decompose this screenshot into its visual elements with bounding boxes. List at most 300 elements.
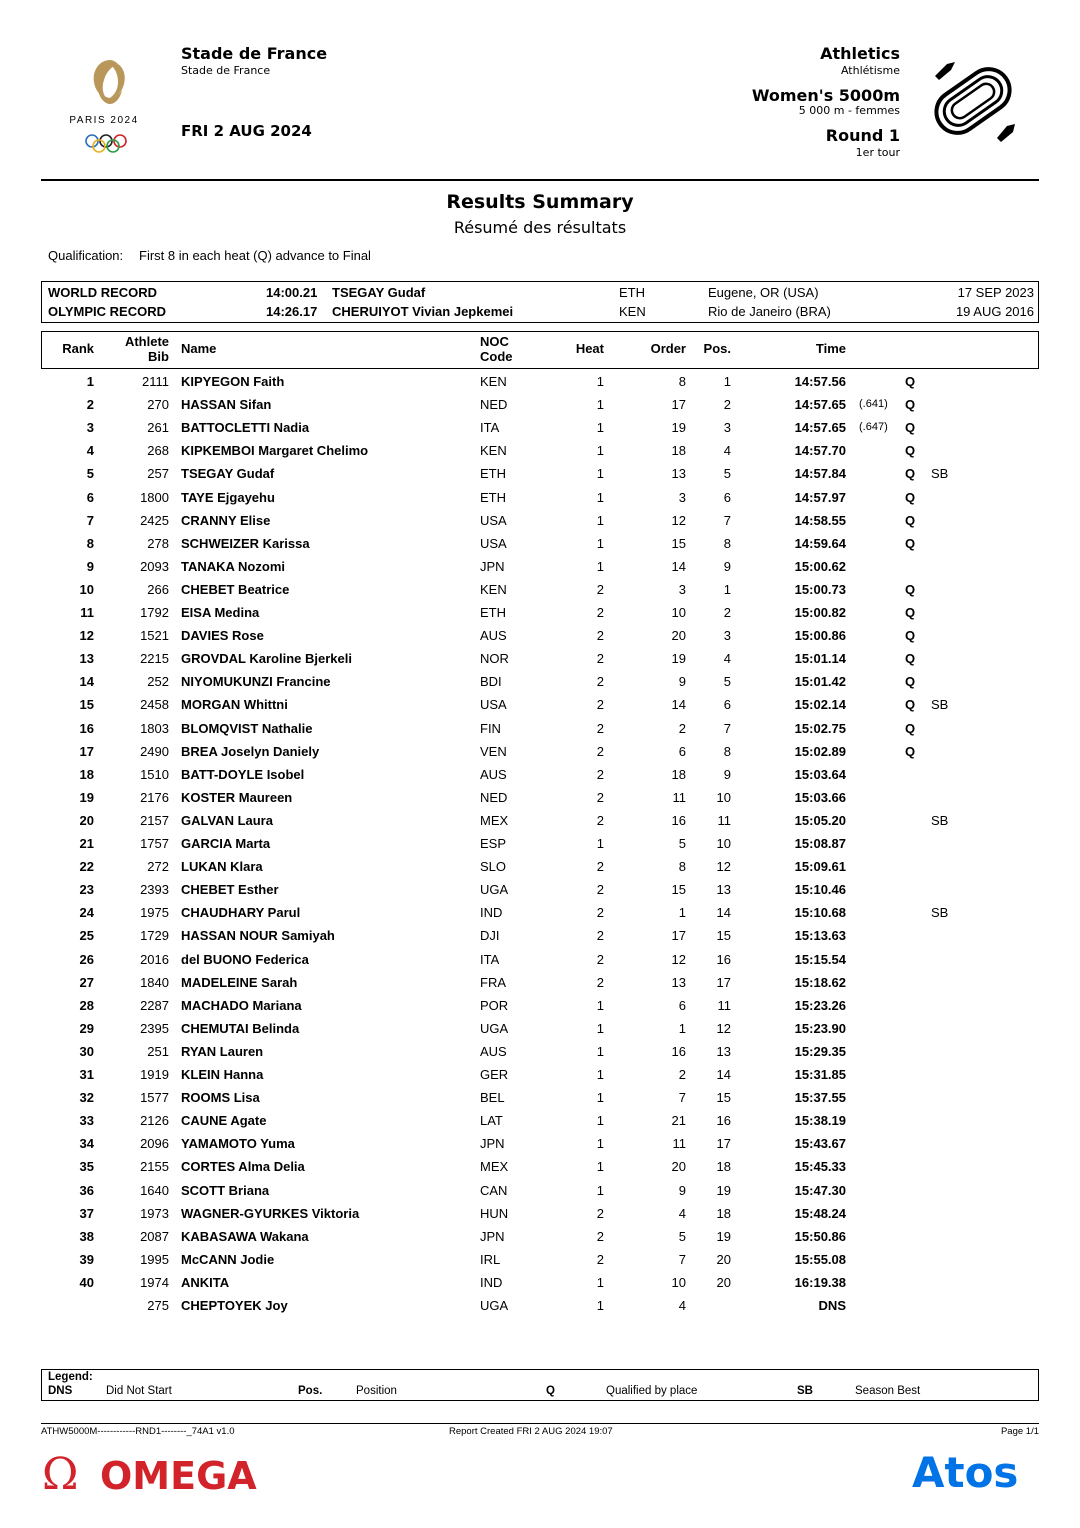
athlete-name-cell: KLEIN Hanna — [181, 1067, 264, 1082]
order-cell: 18 — [671, 766, 686, 782]
rank-cell: 24 — [79, 905, 94, 921]
position-cell: 2 — [723, 605, 731, 620]
athlete-name-cell: KOSTER Maureen — [181, 789, 293, 805]
heat-cell: 1 — [596, 1067, 604, 1082]
time-cell: 15:05.20 — [794, 812, 846, 828]
rank-cell: 10 — [79, 581, 94, 597]
noc-cell: FRA — [480, 974, 506, 990]
bib-cell: 1792 — [140, 605, 169, 620]
table-row — [0, 832, 1080, 855]
heat-cell: 2 — [596, 720, 604, 736]
noc-cell: ITA — [480, 951, 500, 967]
legend-desc: Did Not Start — [106, 1385, 172, 1397]
bib-cell: 1973 — [140, 1205, 169, 1221]
bib-cell: 251 — [147, 1043, 169, 1059]
noc-cell: USA — [480, 697, 507, 713]
bib-cell: 2126 — [140, 1113, 169, 1129]
athlete-name-cell: del BUONO Federica — [181, 951, 309, 967]
qualified-cell: Q — [905, 512, 916, 528]
records-box — [41, 281, 1039, 323]
order-cell: 1 — [678, 1020, 686, 1036]
rank-cell: 11 — [80, 605, 94, 620]
footer-divider — [41, 1423, 1039, 1424]
position-cell: 7 — [723, 720, 731, 736]
document-code: ATHW5000M------------RND1--------_74A1 v1.0 — [41, 1426, 235, 1437]
athlete-name-cell: KIPKEMBOI Margaret Chelimo — [181, 443, 369, 459]
noc-cell: AUS — [480, 766, 507, 782]
position-cell: 2 — [723, 397, 731, 413]
bib-cell: 2087 — [140, 1228, 169, 1244]
table-row — [0, 624, 1080, 647]
athlete-name-cell: RYAN Lauren — [181, 1043, 264, 1059]
athlete-name-cell: DAVIES Rose — [181, 628, 264, 644]
athlete-name-cell: HASSAN NOUR Samiyah — [181, 928, 335, 944]
position-cell: 1 — [723, 581, 731, 597]
tiebreak-cell: (.641) — [859, 398, 888, 411]
noc-cell: NED — [480, 397, 508, 413]
col-pos: Pos. — [703, 341, 731, 356]
noc-cell: FIN — [480, 720, 501, 736]
tiebreak-cell: (.647) — [859, 421, 888, 434]
rank-cell: 27 — [79, 974, 94, 990]
qualified-cell: Q — [905, 420, 916, 436]
noc-cell: CAN — [480, 1182, 508, 1198]
heat-cell: 2 — [596, 1228, 604, 1244]
legend-desc: Season Best — [855, 1385, 921, 1397]
position-cell: 20 — [716, 1274, 731, 1290]
table-row — [0, 717, 1080, 740]
bib-cell: 1974 — [140, 1274, 169, 1290]
position-cell: 14 — [716, 1067, 731, 1082]
athlete-name-cell: WAGNER-GYURKES Viktoria — [181, 1205, 360, 1221]
bib-cell: 2395 — [140, 1020, 169, 1036]
table-row — [0, 486, 1080, 509]
table-row — [0, 462, 1080, 485]
record-noc: KEN — [619, 304, 646, 319]
heat-cell: 1 — [596, 535, 604, 551]
order-cell: 5 — [678, 836, 686, 851]
table-row — [0, 555, 1080, 578]
position-cell: 18 — [716, 1159, 731, 1175]
time-cell: 15:48.24 — [794, 1205, 846, 1221]
order-cell: 5 — [678, 1228, 686, 1244]
page-title: Results Summary — [446, 191, 634, 213]
bib-cell: 1803 — [140, 720, 169, 736]
athlete-name-cell: KIPYEGON Faith — [181, 374, 285, 389]
table-row — [0, 1109, 1080, 1132]
athlete-name-cell: EISA Medina — [181, 605, 260, 620]
position-cell: 19 — [716, 1182, 731, 1198]
record-holder: CHERUIYOT Vivian Jepkemei — [332, 304, 514, 319]
qualified-cell: Q — [905, 535, 916, 551]
rank-cell: 18 — [79, 766, 94, 782]
heat-cell: 1 — [596, 1136, 604, 1152]
order-cell: 20 — [671, 1159, 686, 1175]
athlete-name-cell: SCHWEIZER Karissa — [181, 535, 310, 551]
order-cell: 14 — [671, 558, 686, 574]
page-subtitle: Résumé des résultats — [453, 218, 627, 237]
rank-cell: 36 — [79, 1182, 94, 1198]
position-cell: 7 — [723, 512, 731, 528]
noc-cell: LAT — [480, 1113, 503, 1129]
noc-cell: KEN — [480, 443, 507, 459]
athlete-name-cell: CHEMUTAI Belinda — [181, 1020, 300, 1036]
table-row — [0, 509, 1080, 532]
noc-cell: ETH — [480, 466, 506, 482]
athlete-name-cell: YAMAMOTO Yuma — [181, 1136, 295, 1152]
table-row — [0, 416, 1080, 439]
noc-cell: JPN — [480, 1228, 505, 1244]
rank-cell: 28 — [79, 997, 94, 1013]
legend-code: SB — [797, 1385, 813, 1397]
noc-cell: UGA — [480, 882, 509, 898]
rank-cell: 16 — [79, 720, 94, 736]
record-date: 19 AUG 2016 — [955, 304, 1034, 319]
rank-cell: 6 — [86, 489, 94, 505]
order-cell: 15 — [671, 882, 686, 898]
rank-cell: 3 — [86, 420, 94, 436]
bib-cell: 252 — [147, 674, 169, 690]
qualified-cell: Q — [905, 697, 916, 713]
time-cell: 15:13.63 — [794, 928, 846, 944]
noc-cell: AUS — [480, 1043, 507, 1059]
athlete-name-cell: MACHADO Mariana — [181, 997, 302, 1013]
noc-cell: KEN — [480, 581, 507, 597]
athlete-name-cell: CHEBET Beatrice — [181, 581, 290, 597]
athlete-name-cell: BATT-DOYLE Isobel — [181, 766, 305, 782]
atos-logo — [912, 1447, 1042, 1495]
position-cell: 15 — [716, 928, 731, 944]
heat-cell: 2 — [596, 581, 604, 597]
rank-cell: 35 — [79, 1159, 94, 1175]
time-cell: 15:01.14 — [794, 651, 846, 667]
time-cell: 14:57.84 — [794, 466, 846, 482]
time-cell: DNS — [818, 1298, 846, 1313]
noc-cell: BEL — [480, 1090, 505, 1106]
heat-cell: 2 — [596, 674, 604, 690]
col-name: Name — [181, 341, 217, 356]
position-cell: 11 — [717, 812, 731, 828]
rank-cell: 12 — [79, 628, 94, 644]
bib-cell: 1919 — [140, 1067, 169, 1082]
col-bib-top: Athlete — [124, 334, 169, 349]
bib-cell: 257 — [147, 466, 169, 482]
heat-cell: 1 — [596, 512, 604, 528]
order-cell: 4 — [678, 1298, 686, 1313]
noc-cell: JPN — [480, 558, 505, 574]
record-holder: TSEGAY Gudaf — [332, 285, 426, 300]
order-cell: 6 — [678, 997, 686, 1013]
order-cell: 17 — [671, 928, 686, 944]
heat-cell: 2 — [596, 974, 604, 990]
order-cell: 12 — [671, 951, 686, 967]
order-cell: 12 — [671, 512, 686, 528]
noc-cell: HUN — [480, 1205, 509, 1221]
table-row — [0, 1225, 1080, 1248]
athlete-name-cell: GALVAN Laura — [181, 812, 273, 828]
bib-cell: 1640 — [140, 1182, 169, 1198]
rank-cell: 37 — [79, 1205, 94, 1221]
athlete-name-cell: TSEGAY Gudaf — [181, 466, 275, 482]
position-cell: 9 — [723, 766, 731, 782]
position-cell: 12 — [716, 1020, 731, 1036]
bib-cell: 270 — [147, 397, 169, 413]
position-cell: 10 — [716, 836, 731, 851]
sport-name: Athletics — [820, 44, 900, 63]
atos-logo-text: Atos — [912, 1448, 1019, 1495]
heat-cell: 2 — [596, 1205, 604, 1221]
order-cell: 16 — [671, 1043, 686, 1059]
bib-cell: 2490 — [140, 743, 169, 759]
time-cell: 15:00.82 — [794, 605, 846, 620]
athlete-name-cell: TANAKA Nozomi — [181, 558, 285, 574]
athlete-name-cell: NIYOMUKUNZI Francine — [181, 674, 331, 690]
bib-cell: 1729 — [140, 928, 169, 944]
table-row — [0, 578, 1080, 601]
athlete-name-cell: KABASAWA Wakana — [181, 1228, 309, 1244]
noc-cell: MEX — [480, 812, 509, 828]
position-cell: 6 — [723, 697, 731, 713]
heat-cell: 1 — [596, 443, 604, 459]
rank-cell: 14 — [79, 674, 94, 690]
qualified-cell: Q — [905, 581, 916, 597]
order-cell: 10 — [671, 1274, 686, 1290]
bib-cell: 2458 — [140, 697, 169, 713]
noc-cell: BDI — [480, 674, 502, 690]
round-name: Round 1 — [825, 126, 900, 145]
table-row — [0, 532, 1080, 555]
athlete-name-cell: BLOMQVIST Nathalie — [181, 720, 313, 736]
order-cell: 7 — [678, 1090, 686, 1106]
legend-box — [41, 1369, 1039, 1401]
rank-cell: 2 — [86, 397, 94, 413]
noc-cell: IND — [480, 905, 503, 921]
qualified-cell: Q — [905, 489, 916, 505]
position-cell: 4 — [723, 651, 731, 667]
rank-cell: 40 — [79, 1274, 94, 1290]
heat-cell: 1 — [596, 1298, 604, 1313]
legend-desc: Qualified by place — [606, 1385, 698, 1397]
bib-cell: 1800 — [140, 489, 169, 505]
heat-cell: 1 — [596, 1182, 604, 1198]
legend-title: Legend: — [48, 1371, 93, 1383]
heat-cell: 2 — [596, 697, 604, 713]
time-cell: 15:55.08 — [794, 1251, 846, 1267]
noc-cell: ETH — [480, 489, 506, 505]
time-cell: 15:02.75 — [794, 720, 846, 736]
athlete-name-cell: TAYE Ejgayehu — [181, 489, 275, 505]
bib-cell: 2155 — [140, 1159, 169, 1175]
rank-cell: 21 — [79, 836, 94, 851]
rank-cell: 4 — [86, 443, 94, 459]
athlete-name-cell: CORTES Alma Delia — [181, 1159, 305, 1175]
heat-cell: 1 — [596, 420, 604, 436]
heat-cell: 1 — [596, 374, 604, 389]
noc-cell: ITA — [480, 420, 500, 436]
venue-name: Stade de France — [181, 44, 328, 63]
report-created: Report Created FRI 2 AUG 2024 19:07 — [449, 1426, 613, 1437]
order-cell: 11 — [672, 789, 686, 805]
table-row — [0, 670, 1080, 693]
noc-cell: UGA — [480, 1020, 509, 1036]
bib-cell: 266 — [147, 581, 169, 597]
qualified-cell: Q — [905, 743, 916, 759]
time-cell: 14:57.70 — [794, 443, 846, 459]
rank-cell: 15 — [79, 697, 94, 713]
table-row — [0, 1063, 1080, 1086]
page-number: Page 1/1 — [1000, 1426, 1039, 1437]
noc-cell: UGA — [480, 1298, 509, 1313]
position-cell: 1 — [723, 374, 731, 389]
athlete-name-cell: CAUNE Agate — [181, 1113, 267, 1129]
position-cell: 20 — [716, 1251, 731, 1267]
order-cell: 8 — [678, 374, 686, 389]
table-row — [0, 1248, 1080, 1271]
table-row — [0, 878, 1080, 901]
order-cell: 3 — [678, 489, 686, 505]
position-cell: 16 — [716, 951, 731, 967]
rank-cell: 29 — [79, 1020, 94, 1036]
bib-cell: 272 — [147, 859, 169, 875]
position-cell: 3 — [723, 420, 731, 436]
position-cell: 14 — [716, 905, 731, 921]
rank-cell: 30 — [79, 1043, 94, 1059]
table-row — [0, 901, 1080, 924]
heat-cell: 1 — [596, 1043, 604, 1059]
athlete-name-cell: GROVDAL Karoline Bjerkeli — [181, 651, 352, 667]
col-bib-bottom: Bib — [148, 349, 169, 364]
bib-cell: 2016 — [140, 951, 169, 967]
sport-name-fr: Athlétisme — [840, 64, 900, 77]
time-cell: 15:47.30 — [794, 1182, 846, 1198]
bib-cell: 1995 — [140, 1251, 169, 1267]
order-cell: 16 — [671, 812, 686, 828]
time-cell: 15:00.62 — [794, 558, 846, 574]
heat-cell: 2 — [596, 905, 604, 921]
order-cell: 13 — [671, 974, 686, 990]
bib-cell: 2096 — [140, 1136, 169, 1152]
rank-cell: 5 — [86, 466, 94, 482]
noc-cell: NED — [480, 789, 508, 805]
order-cell: 14 — [671, 697, 686, 713]
table-row — [0, 740, 1080, 763]
omega-logo — [42, 1449, 282, 1497]
position-cell: 8 — [723, 743, 731, 759]
athlete-name-cell: CRANNY Elise — [181, 512, 271, 528]
position-cell: 19 — [716, 1228, 731, 1244]
time-cell: 15:00.73 — [794, 581, 846, 597]
athlete-name-cell: CHAUDHARY Parul — [181, 905, 301, 921]
order-cell: 2 — [678, 1067, 686, 1082]
position-cell: 9 — [723, 558, 731, 574]
heat-cell: 1 — [596, 1159, 604, 1175]
athlete-name-cell: LUKAN Klara — [181, 859, 263, 875]
table-row — [0, 1040, 1080, 1063]
noc-cell: NOR — [480, 651, 509, 667]
qualified-cell: Q — [905, 674, 916, 690]
time-cell: 15:03.66 — [794, 789, 846, 805]
record-place: Rio de Janeiro (BRA) — [708, 304, 831, 319]
order-cell: 2 — [678, 720, 686, 736]
rank-cell: 34 — [79, 1136, 94, 1152]
season-best-cell: SB — [931, 812, 949, 828]
event-date: FRI 2 AUG 2024 — [181, 122, 312, 140]
round-name-fr: 1er tour — [855, 146, 900, 159]
heat-cell: 1 — [596, 489, 604, 505]
table-row — [0, 1202, 1080, 1225]
table-row — [0, 994, 1080, 1017]
bib-cell: 2157 — [140, 812, 169, 828]
position-cell: 15 — [716, 1090, 731, 1106]
noc-cell: USA — [480, 512, 507, 528]
rank-cell: 22 — [79, 859, 94, 875]
position-cell: 17 — [716, 974, 731, 990]
position-cell: 16 — [716, 1113, 731, 1129]
time-cell: 15:03.64 — [794, 766, 846, 782]
noc-cell: GER — [480, 1067, 509, 1082]
qualification-label: Qualification: — [48, 248, 124, 263]
qualified-cell: Q — [905, 651, 916, 667]
time-cell: 15:02.14 — [794, 697, 846, 713]
table-row — [0, 763, 1080, 786]
position-cell: 6 — [723, 489, 731, 505]
bib-cell: 1510 — [140, 766, 169, 782]
noc-cell: SLO — [480, 859, 507, 875]
position-cell: 8 — [723, 535, 731, 551]
heat-cell: 1 — [596, 558, 604, 574]
time-cell: 15:10.46 — [794, 882, 846, 898]
time-cell: 15:01.42 — [794, 674, 846, 690]
table-row — [0, 1155, 1080, 1178]
bib-cell: 2176 — [140, 789, 169, 805]
position-cell: 11 — [717, 997, 731, 1013]
position-cell: 4 — [723, 443, 731, 459]
bib-cell: 2093 — [140, 558, 169, 574]
qualified-cell: Q — [905, 397, 916, 413]
paris-2024-logo — [58, 42, 162, 160]
noc-cell: AUS — [480, 628, 507, 644]
athlete-name-cell: MADELEINE Sarah — [181, 974, 298, 990]
time-cell: 15:37.55 — [794, 1090, 846, 1106]
heat-cell: 2 — [596, 812, 604, 828]
bib-cell: 2393 — [140, 882, 169, 898]
bib-cell: 2287 — [140, 997, 169, 1013]
heat-cell: 2 — [596, 651, 604, 667]
position-cell: 3 — [723, 628, 731, 644]
time-cell: 15:02.89 — [794, 743, 846, 759]
col-rank: Rank — [62, 341, 94, 356]
time-cell: 15:38.19 — [794, 1113, 846, 1129]
time-cell: 15:31.85 — [794, 1067, 846, 1082]
qualified-cell: Q — [905, 443, 916, 459]
time-cell: 16:19.38 — [794, 1274, 846, 1290]
heat-cell: 1 — [596, 997, 604, 1013]
order-cell: 9 — [678, 1182, 686, 1198]
heat-cell: 2 — [596, 1251, 604, 1267]
heat-cell: 1 — [596, 1113, 604, 1129]
table-row — [0, 809, 1080, 832]
table-row — [0, 647, 1080, 670]
rank-cell: 20 — [79, 812, 94, 828]
event-name: Women's 5000m — [751, 86, 900, 105]
athlete-name-cell: ANKITA — [181, 1274, 230, 1290]
time-cell: 15:15.54 — [794, 951, 846, 967]
athlete-name-cell: McCANN Jodie — [181, 1251, 275, 1267]
noc-cell: KEN — [480, 374, 507, 389]
table-row — [0, 971, 1080, 994]
order-cell: 4 — [678, 1205, 686, 1221]
bib-cell: 1757 — [140, 836, 169, 851]
